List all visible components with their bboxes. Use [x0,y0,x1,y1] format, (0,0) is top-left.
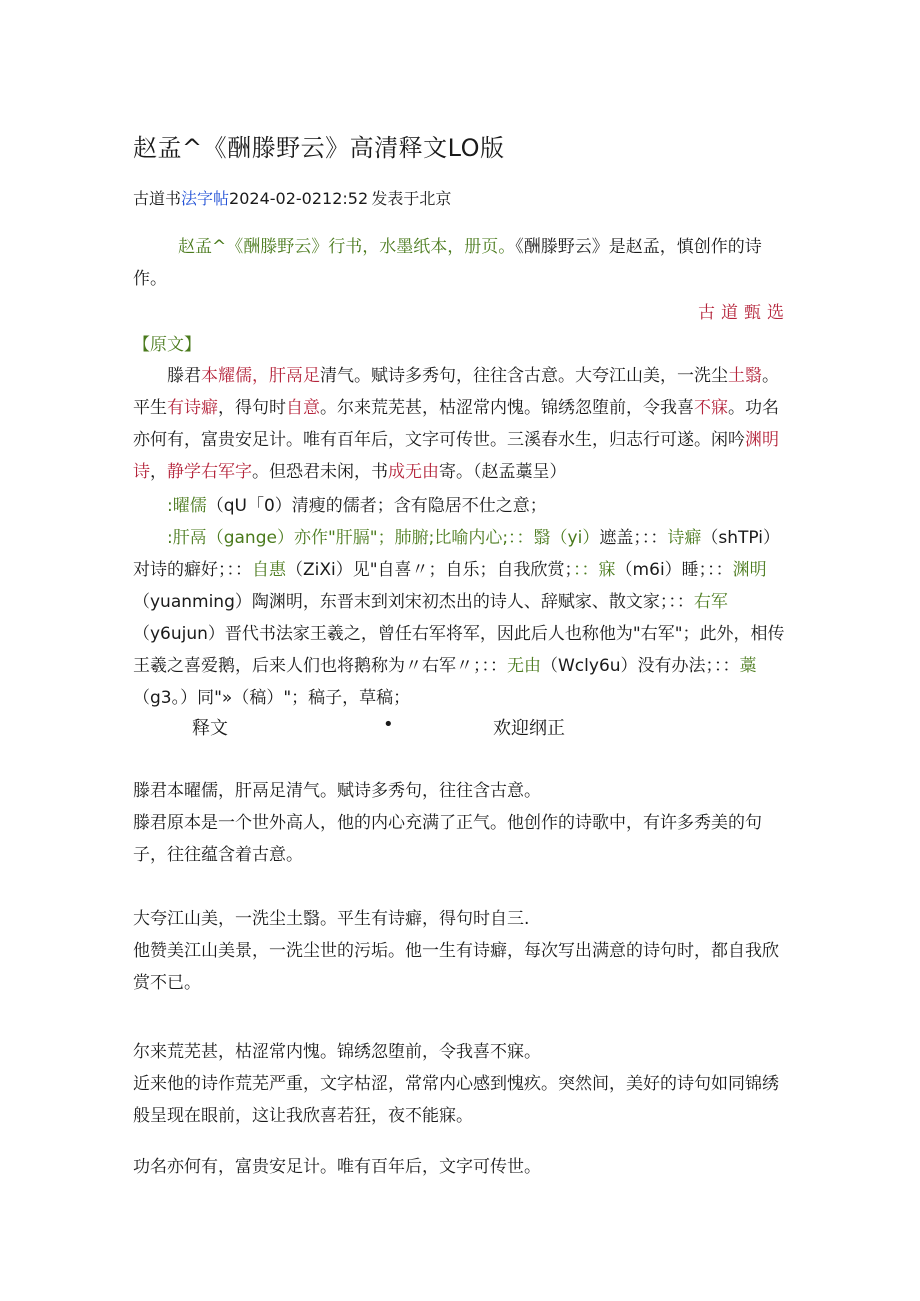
original-run: 土翳 [728,366,762,386]
translation-modern-text: 滕君原本是一个世外高人，他的内心充满了正气。他创作的诗歌中，有许多秀美的句子，往往蕴含着古意。 [133,813,762,865]
original-run: 。平生 [133,366,779,418]
original-run: 清气。赋诗多秀句，往往含古意。大夸江山美，一洗尘 [320,366,728,386]
original-text [133,360,793,488]
note2-run: 遮盖；：： [599,528,668,548]
original-run: 有诗癖 [167,398,218,418]
original-run: 静学右军字 [167,462,252,482]
section-label-original: 【原文】 [133,335,201,355]
note2-run: （Wcly6u）没有办法；：： [541,656,740,676]
note2-run: （ZiXi）见"自喜〃；自乐；自我欣赏； [286,560,574,580]
original-run: ， [150,462,167,482]
original-run: ，得句时 [218,398,286,418]
translation-block [133,903,793,999]
intro-highlight: 赵孟^《酬滕野云》行书，水墨纸本，册页。 [178,237,516,257]
page-title: 赵孟^《酬滕野云》高清释文LO版 [133,134,505,162]
translation-original-line: 尔来荒芜甚，枯涩常内愧。锦绣忽堕前，令我喜不寐。 [133,1042,541,1062]
original-run: 。功名亦何有，富贵安足计。唯有百年后，文字可传世。三溪春水生，归志行可遂。闲吟 [133,398,779,450]
post-date: 2024-02-0212:52 [229,189,369,208]
note2-run: 右军 [693,592,728,612]
note2-run: 自惠 [252,560,286,580]
note2-run: （yuanming）陶渊明，东晋末到刘宋初杰出的诗人、辞赋家、散文家；：： [133,592,694,612]
translation-block [133,775,793,871]
section-translation-label: 释文 [192,718,228,739]
original-run: 自意 [286,398,320,418]
meta-prefix: 古道书 [133,189,182,208]
translation-original-line: 大夸江山美，一洗尘土翳。平生有诗癖，得句时自三. [133,909,530,929]
translation-original-line: 滕君本曜儒，肝鬲足清气。赋诗多秀句，往往含古意。 [133,781,541,801]
note2-run: （g3。）同"»（稿）"；稿子，草稿； [133,688,411,708]
note2-run: （shTPi）对诗的癖好；：： [133,528,780,580]
original-run: 寄。（赵孟藁呈） [439,462,567,482]
post-meta [133,186,451,209]
annotation-1 [133,490,793,522]
note2-run: （y6ujun）晋代书法家王羲之，曾任右军将军，因此后人也称他为"右军"；此外，相传王羲之喜爱鹅，后来人们也将鹅称为〃右军〃；：： [133,624,785,676]
original-run: 本耀儒，肝鬲足 [201,366,320,386]
note2-run: :肝鬲（gange）亦作"肝膈"；肺腑;比喻内心;：：翳（yi） [167,528,600,548]
note2-run: 诗癖 [667,528,702,548]
post-location: 发表于北京 [371,189,452,208]
original-run: 滕君 [167,366,201,386]
annotation-2 [133,522,793,714]
note2-run: 无由 [507,656,541,676]
translation-block [133,1151,793,1183]
note1-run: （qU「0）清瘦的儒者；含有隐居不仕之意； [206,496,547,516]
intro-paragraph [133,231,793,295]
note2-run: 渊明 [732,560,767,580]
original-run: 。尔来荒芜甚，枯涩常内愧。锦绣忽堕前，令我喜 [320,398,694,418]
correction-welcome: 欢迎纲正 [493,718,565,739]
author-link[interactable]: 法字帖 [181,189,230,208]
translation-block [133,1036,793,1132]
note1-run: :曜儒 [167,496,207,516]
intro-text: 《酬滕野云》是赵孟，慎创作的诗作。 [133,237,762,289]
original-run: 不寐 [694,398,728,418]
bullet-separator: • [383,714,394,735]
original-run: 。但恐君未闲，书 [252,462,388,482]
original-run: 成无由 [388,462,439,482]
original-run: 渊明诗 [133,430,779,482]
note2-run: ：：寐 [573,560,616,580]
translation-original-line: 功名亦何有，富贵安足计。唯有百年后，文字可传世。 [133,1157,541,1177]
selection-tag: 古道甄选 [698,303,790,323]
translation-modern-text: 近来他的诗作荒芜严重，文字枯涩，常常内心感到愧疚。突然间，美好的诗句如同锦绣般呈现在眼前，这让我欣喜若狂，夜不能寐。 [133,1074,779,1126]
note2-run: （m6i）睡；：： [615,560,733,580]
note2-run: 藁 [739,656,757,676]
translation-modern-text: 他赞美江山美景，一洗尘世的污垢。他一生有诗癖，每次写出满意的诗句时，都自我欣赏不已。 [133,941,779,993]
